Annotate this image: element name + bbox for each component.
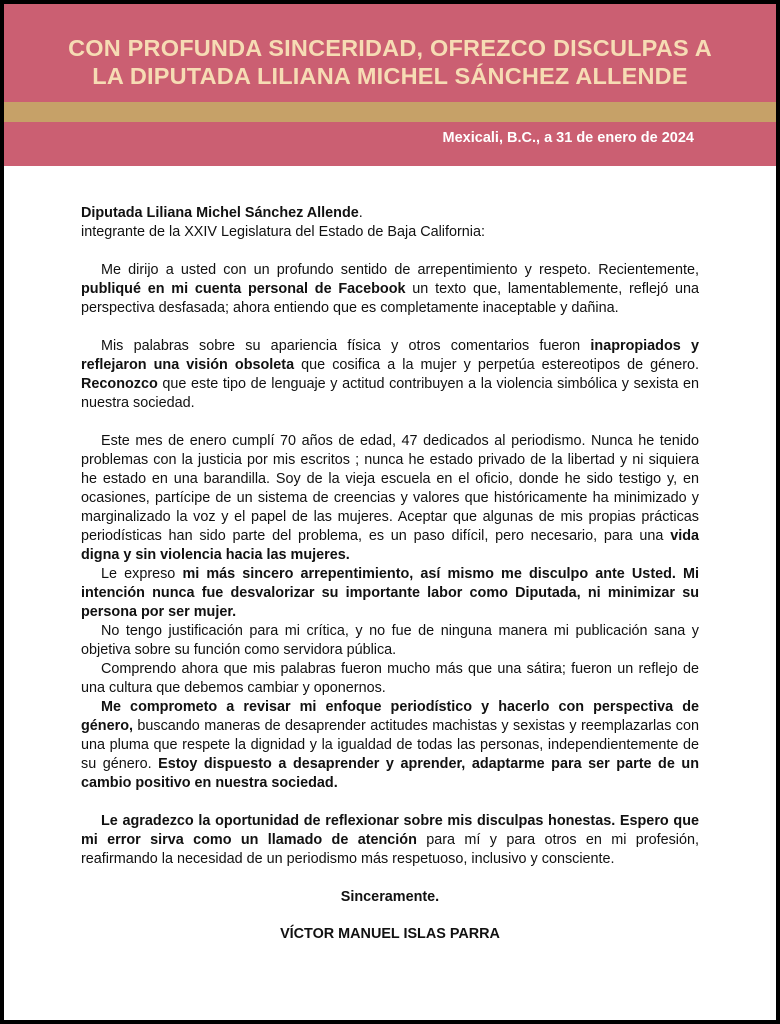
p2-text-c: que cosifica a la mujer y perpetúa estereotipos de género. <box>294 357 699 373</box>
paragraph-5: No tengo justificación para mi crítica, y no fue de ninguna manera mi publicación sana y objetiva sobre su función como servidora pública. <box>81 623 699 658</box>
recipient-name-end: . <box>358 205 363 221</box>
title-line-2: LA DIPUTADA LILIANA MICHEL SÁNCHEZ ALLENDE <box>92 63 688 89</box>
p7-bold-a: Me comprometo a revisar mi enfoque periodístico y hacerlo con perspectiva de género, <box>81 699 699 734</box>
p2-text-a: Mis palabras sobre su apariencia física y otros comentarios fueron <box>101 338 591 354</box>
letter-page <box>4 4 776 1020</box>
paragraph-3 <box>81 432 699 565</box>
p1-text-a: Me dirijo a usted con un profundo sentido de arrepentimiento y respeto. Recientemente, <box>101 262 699 278</box>
letter-body <box>81 204 699 944</box>
paragraph-6: Comprendo ahora que mis palabras fueron mucho más que una sátira; fueron un reflejo de una cultura que debemos cambiar y oponernos. <box>81 661 699 696</box>
p3-bold: vida digna y sin violencia hacia las mujeres. <box>81 528 699 563</box>
paragraph-4 <box>81 565 699 622</box>
paragraph-2 <box>81 337 699 413</box>
p2-bold-d: Reconozco <box>81 376 158 392</box>
p1-text-c: un texto que, lamentablemente, reflejó una perspectiva desfasada; ahora entiendo que es completamente inaceptable y dañina. <box>81 281 699 316</box>
closing-text: Sinceramente. <box>340 889 440 905</box>
p2-bold-b: inapropiados y reflejaron una visión obsoleta <box>81 338 700 373</box>
p8-bold: Le agradezco la oportunidad de reflexionar sobre mis disculpas honestas. Espero que mi error sirva como un llamado de atención <box>81 813 699 848</box>
recipient-role: integrante de la XXIV Legislatura del Estado de Baja California: <box>81 224 485 240</box>
paragraph-1 <box>81 261 699 318</box>
p8-text-b: para mí y para otros en mi profesión, reafirmando la necesidad de un periodismo más respetuoso, inclusivo y consciente. <box>81 832 700 867</box>
p2-text-e: que este tipo de lenguaje y actitud contribuyen a la violencia simbólica y sexista en nuestra sociedad. <box>81 376 699 411</box>
recipient-name: Diputada Liliana Michel Sánchez Allende <box>81 205 359 221</box>
p4-text-a: Le expreso <box>101 566 183 582</box>
recipient-line <box>81 204 699 223</box>
paragraph-8 <box>81 812 699 869</box>
paragraph-7 <box>81 698 699 793</box>
p3-text-a: Este mes de enero cumplí 70 años de edad, 47 dedicados al periodismo. Nunca he tenido problemas con la justicia por mis escritos ; nunca he estado privado de la libertad y ni siquiera he estado en una barandilla. Soy de la vieja escuela en el oficio, donde he sido testigo y, en ocasiones, partícipe de un sistema de creencias y valores que históricamente ha minimizado y marginalizado la voz y el papel de las mujeres. Aceptar que algunas de mis propias prácticas periodísticas han sido parte del problema, es un paso difícil, pero necesario, para una <box>81 433 699 544</box>
p7-text-b: buscando maneras de desaprender actitudes machistas y sexistas y reemplazarlas con una pluma que respete la dignidad y la igualdad de todas las personas, independientemente de su género. <box>81 718 699 772</box>
page-title <box>4 34 776 90</box>
title-line-1: CON PROFUNDA SINCERIDAD, OFREZCO DISCULPAS A <box>68 35 712 61</box>
p4-bold: mi más sincero arrepentimiento, así mismo me disculpo ante Usted. Mi intención nunca fue desvalorizar su importante labor como Diputada, ni minimizar su persona por ser mujer. <box>81 566 699 620</box>
letter-date: Mexicali, B.C., a 31 de enero de 2024 <box>442 130 694 146</box>
closing <box>81 888 699 907</box>
decorative-band <box>4 102 776 122</box>
p7-bold-c: Estoy dispuesto a desaprender y aprender, adaptarme para ser parte de un cambio positivo en nuestra sociedad. <box>81 756 699 791</box>
signature: VÍCTOR MANUEL ISLAS PARRA <box>280 926 500 942</box>
p1-bold: publiqué en mi cuenta personal de Facebook <box>81 281 406 297</box>
header-banner <box>4 4 776 166</box>
